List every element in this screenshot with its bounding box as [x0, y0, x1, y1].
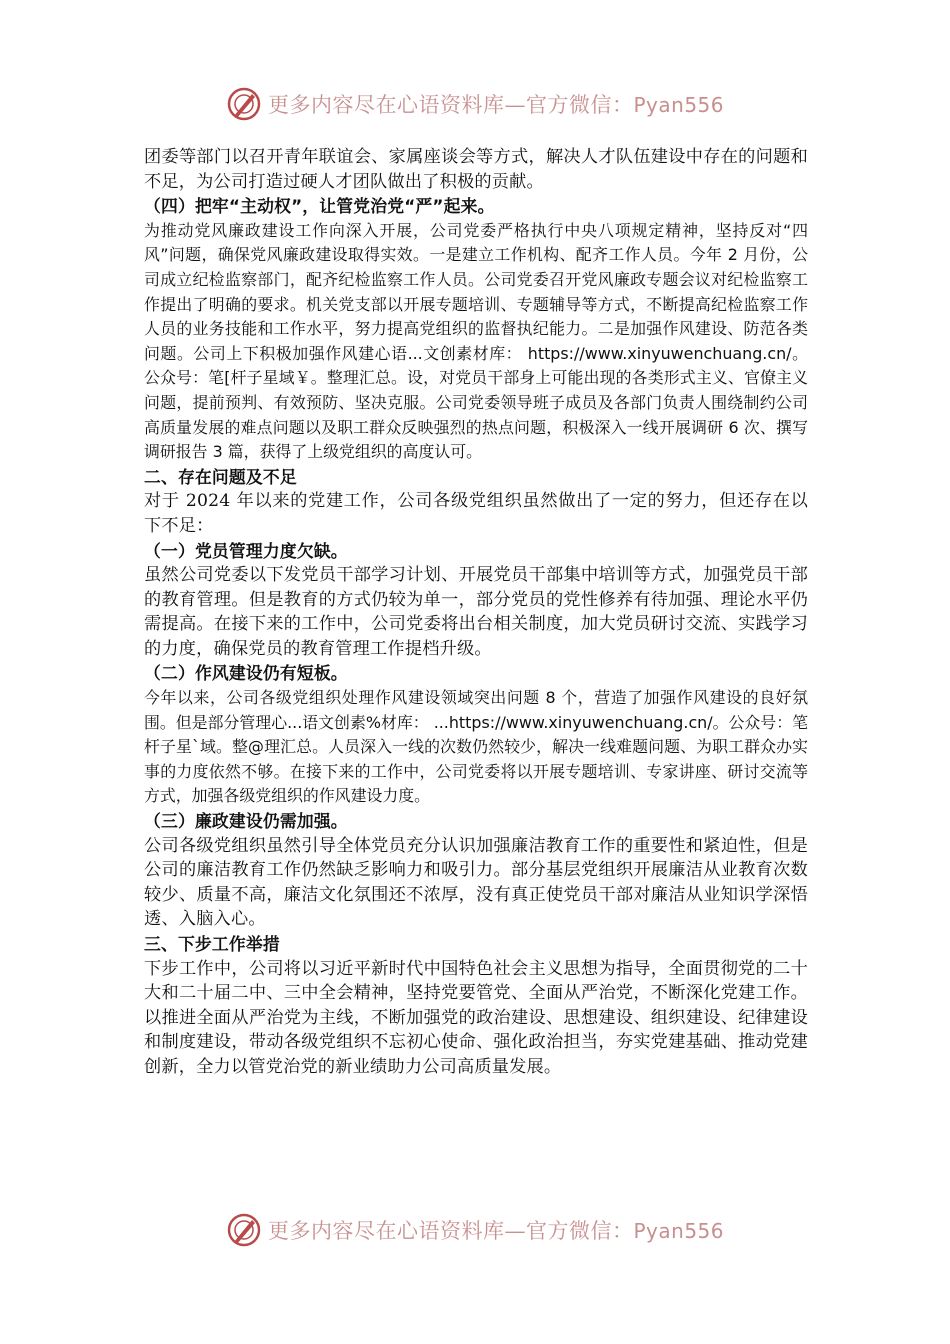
- paragraph-youth-team: 团委等部门以召开青年联谊会、家属座谈会等方式，解决人才队伍建设中存在的问题和不足，为公司打造过硬人才团队做出了积极的贡献。: [144, 147, 808, 192]
- heading-problems: 二、存在问题及不足: [144, 466, 297, 487]
- wechat-id: Pyan556: [633, 93, 724, 117]
- header-watermark-banner: [0, 84, 950, 124]
- paragraph-clean-governance: 公司各级党组织虽然引导全体党员充分认识加强廉洁教育工作的重要性和紧迫性，但是公司的廉洁教育工作仍然缺乏影响力和吸引力。部分基层党组织开展廉洁从业教育次数较少、质量不高，廉洁文化氛围还不浓厚，没有真正使党员干部对廉洁从业知识学深悟透、入脑入心。: [144, 835, 808, 930]
- banner-text: 更多内容尽在心语资料库—官方微信：Pyan556: [267, 93, 724, 117]
- wechat-id: Pyan556: [633, 1219, 724, 1243]
- paragraph-integrity-work: 为推动党风廉政建设工作向深入开展，公司党委严格执行中央八项规定精神，坚持反对“四风”问题，确保党风廉政建设取得实效。一是建立工作机构、配齐工作人员。今年 2 月份，公司成立纪检监察部门，配齐纪检监察工作人员。公司党委召开党风廉政专题会议对纪检监察工作提出了明确的要求。机关党支部以开展专题培训、专题辅导等方式，不断提高纪检监察工作人员的业务技能和工作水平，努力提高党组织的监督执纪能力。二是加强作风建设、防范各类问题。公司上下积极加强作风建心语...文创素材库： https://www.xinyuwenchuang.cn/。公众号：笔[杆子星域￥。整理汇总。设，对党员干部身上可能出现的各类形式主义、官僚主义问题，提前预判、有效预防、坚决克服。公司党委领导班子成员及各部门负责人围绕制约公司高质量发展的难点问题以及职工群众反映强烈的热点问题，积极深入一线开展调研 6 次、撰写调研报告 3 篇，获得了上级党组织的高度认可。: [144, 220, 808, 462]
- heading-clean-governance: （三）廉政建设仍需加强。: [144, 811, 348, 832]
- heading-work-style: （二）作风建设仍有短板。: [144, 663, 348, 684]
- paragraph-member-management: 虽然公司党委以下发党员干部学习计划、开展党员干部集中培训等方式，加强党员干部的教育管理。但是教育的方式仍较为单一，部分党员的党性修养有待加强、理论水平仍需提高。在接下来的工作中，公司党委将出台相关制度，加大党员研讨交流、实践学习的力度，确保党员的教育管理工作提档升级。: [144, 565, 808, 659]
- paragraph-problems-intro: 对于 2024 年以来的党建工作，公司各级党组织虽然做出了一定的努力，但还存在以下不足：: [144, 491, 808, 536]
- brush-logo-icon: [226, 1212, 262, 1248]
- document-body: [144, 145, 808, 1080]
- footer-watermark-banner: [0, 1210, 950, 1250]
- brush-logo-icon: [226, 86, 262, 122]
- heading-section-4: （四）把牢“主动权”，让管党治党“严”起来。: [144, 196, 495, 217]
- banner-text: 更多内容尽在心语资料库—官方微信：Pyan556: [267, 1219, 724, 1243]
- heading-member-management: （一）党员管理力度欠缺。: [144, 540, 348, 561]
- paragraph-next-steps: 下步工作中，公司将以习近平新时代中国特色社会主义思想为指导，全面贯彻党的二十大和二十届二中、三中全会精神，坚持党要管党、全面从严治党，不断深化党建工作。以推进全面从严治党为主线，不断加强党的政治建设、思想建设、组织建设、纪律建设和制度建设，带动各级党组织不忘初心使命、强化政治担当，夯实党建基础、推动党建创新，全力以管党治党的新业绩助力公司高质量发展。: [144, 958, 808, 1077]
- heading-next-steps: 三、下步工作举措: [144, 934, 280, 954]
- paragraph-work-style: 今年以来，公司各级党组织处理作风建设领域突出问题 8 个，营造了加强作风建设的良好氛围。但是部分管理心...语文创素%材库： ...https://www.xinyuwenchuang.cn/。公众号：笔杆子星`域。整@理汇总。人员深入一线的次数仍然较少，解决一线难题问题、为职工群众办实事的力度依然不够。在接下来的工作中，公司党委将以开展专题培训、专家讲座、研讨交流等方式，加强各级党组织的作风建设力度。: [144, 688, 808, 806]
